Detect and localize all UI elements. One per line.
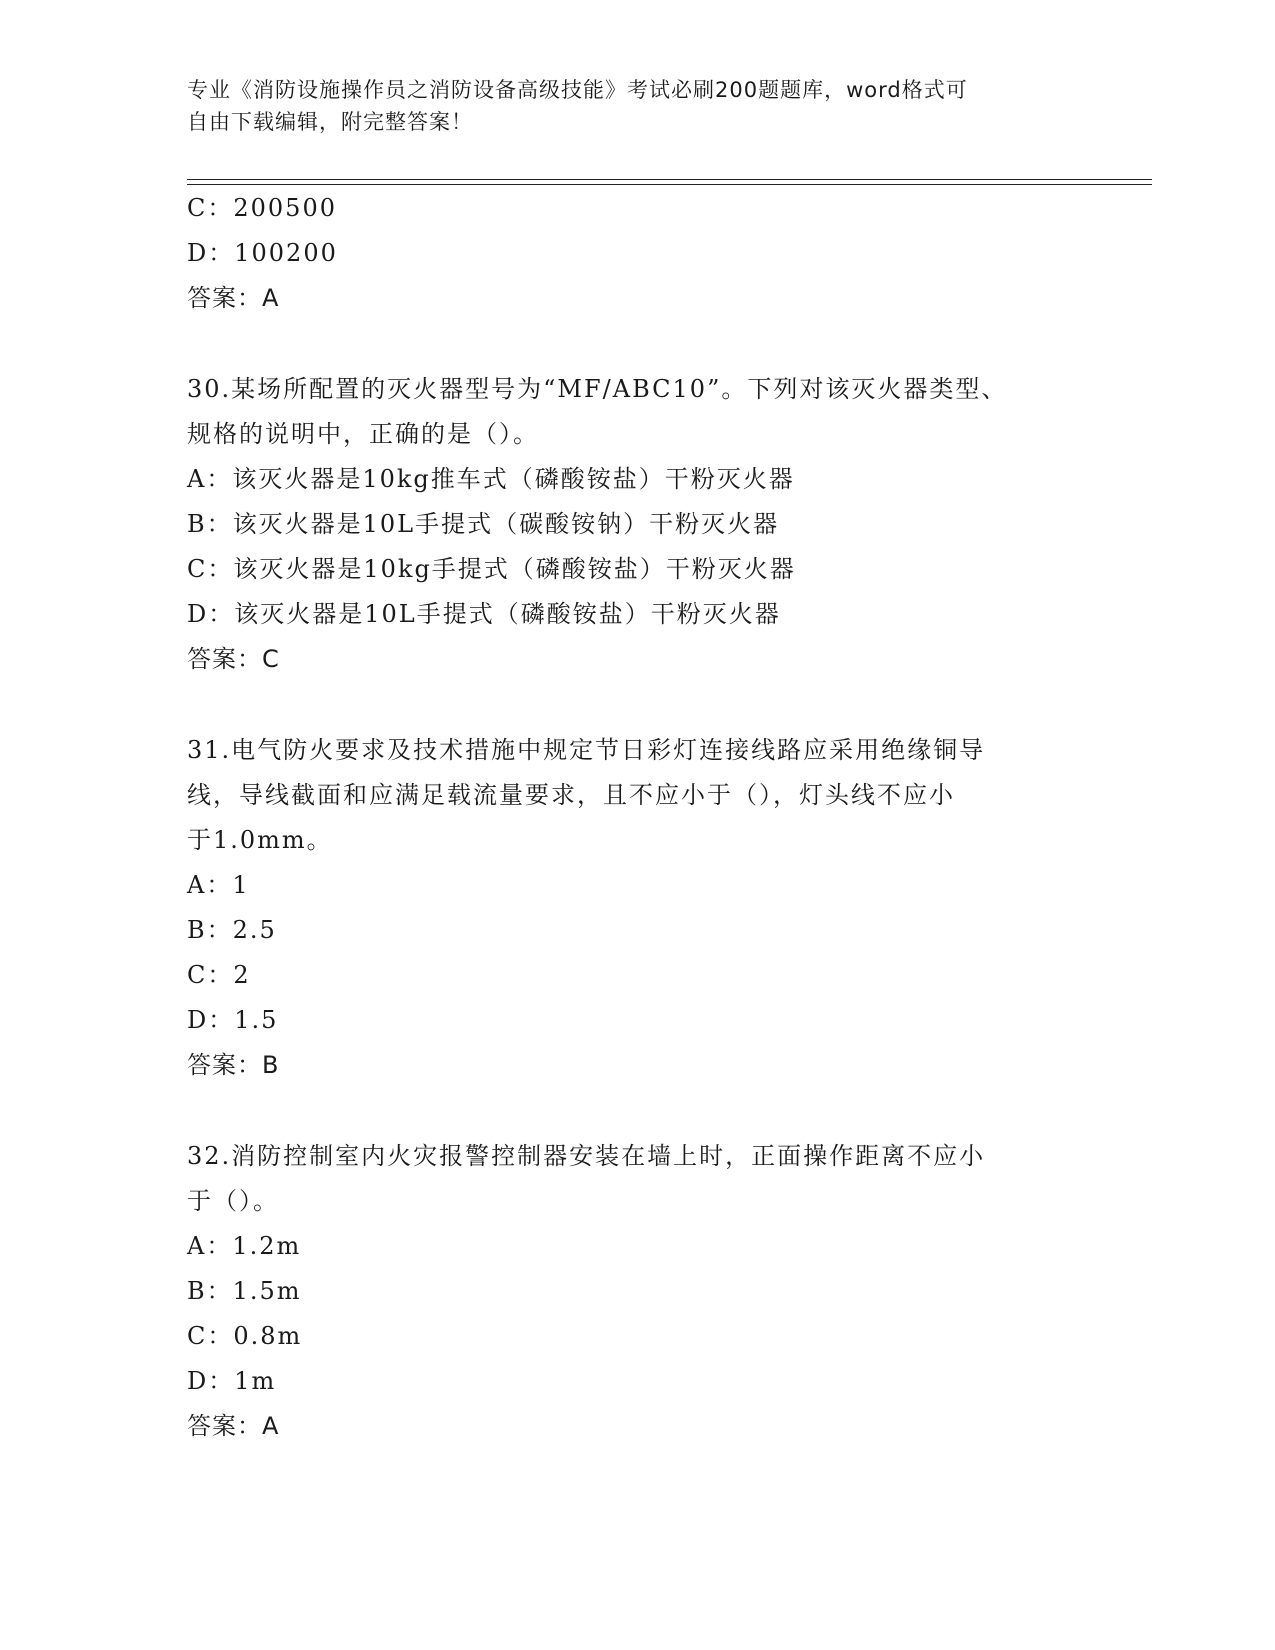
q30-stem-line-1: 30.某场所配置的灭火器型号为“MF/ABC10”。下列对该灭火器类型、: [187, 375, 1008, 403]
q30-stem-line-2: 规格的说明中，正确的是（）。: [187, 420, 539, 448]
q30-answer: 答案：C: [187, 645, 280, 673]
q32-option-a: A：1.2m: [187, 1232, 302, 1260]
header-divider-bottom: [187, 184, 1152, 185]
q31-answer: 答案：B: [187, 1051, 280, 1079]
q30-option-b: B：该灭火器是10L手提式（碳酸铵钠）干粉灭火器: [187, 510, 780, 538]
q31-option-b: B：2.5: [187, 916, 277, 944]
header-title-line-1: 专业《消防设施操作员之消防设备高级技能》考试必刷200题题库，word格式可: [187, 78, 968, 102]
prev-option-c: C：200500: [187, 194, 337, 222]
header-title-line-2: 自由下载编辑，附完整答案！: [187, 110, 473, 134]
q32-option-b: B：1.5m: [187, 1277, 302, 1305]
q31-stem-line-2: 线，导线截面和应满足载流量要求，且不应小于（），灯头线不应小: [187, 781, 955, 809]
q32-option-c: C：0.8m: [187, 1322, 303, 1350]
q32-stem-line-1: 32.消防控制室内火灾报警控制器安装在墙上时，正面操作距离不应小: [187, 1142, 986, 1170]
q30-option-c: C：该灭火器是10kg手提式（磷酸铵盐）干粉灭火器: [187, 555, 796, 583]
prev-option-d: D：100200: [187, 239, 338, 267]
header-divider-top: [187, 179, 1152, 180]
q32-stem-line-2: 于（）。: [187, 1187, 279, 1215]
q30-option-a: A：该灭火器是10kg推车式（磷酸铵盐）干粉灭火器: [187, 465, 795, 493]
q31-stem-line-3: 于1.0mm。: [187, 826, 333, 854]
q31-option-a: A：1: [187, 871, 250, 899]
page-header: [187, 74, 1077, 138]
q32-answer: 答案：A: [187, 1412, 280, 1440]
q31-option-d: D：1.5: [187, 1006, 279, 1034]
q32-option-d: D：1m: [187, 1367, 277, 1395]
q30-option-d: D：该灭火器是10L手提式（磷酸铵盐）干粉灭火器: [187, 600, 781, 628]
q31-option-c: C：2: [187, 961, 251, 989]
prev-answer: 答案：A: [187, 284, 280, 312]
q31-stem-line-1: 31.电气防火要求及技术措施中规定节日彩灯连接线路应采用绝缘铜导: [187, 736, 986, 764]
